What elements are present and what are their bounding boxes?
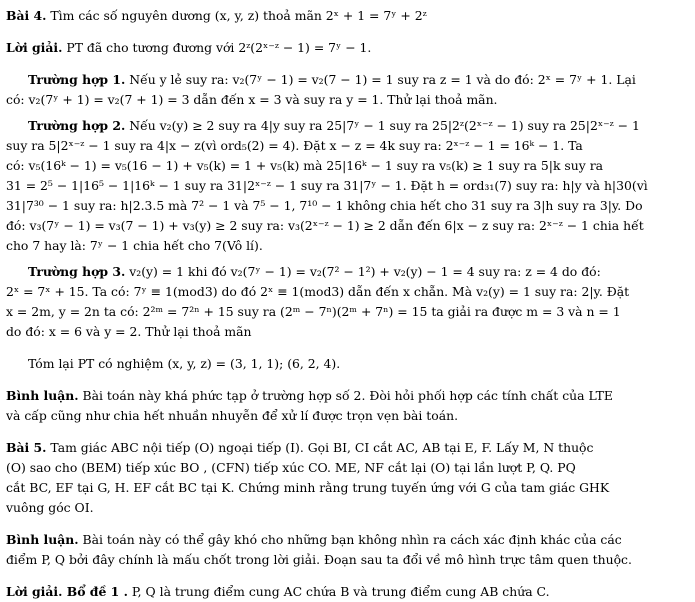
case-2-line-2: suy ra 5|2ˣ⁻ᶻ − 1 suy ra 4|x − z(vì ord₅(2) = 4). Đặt x − z = 4k suy ra: 2ˣ⁻ᶻ − 1 = 16ᵏ − 1. Ta	[6, 138, 583, 153]
case-3-line-2: 2ˣ = 7ˣ + 15. Ta có: 7ʸ ≡ 1(mod3) do đó 2ˣ ≡ 1(mod3) dẫn đến x chẵn. Mà v₂(y) = 1 suy ra: 2|y. Đặt	[6, 284, 630, 299]
problem-5-line-4: vuông góc OI.	[6, 500, 94, 515]
case-1-line-2: có: v₂(7ʸ + 1) = v₂(7 + 1) = 3 dẫn đến x = 3 và suy ra y = 1. Thử lại thoả mãn.	[6, 92, 498, 107]
comment-4-label: Bình luận.	[6, 388, 79, 403]
comment-4-line-2: và cấp cũng như chia hết nhuần nhuyễn để xử lí được trọn vẹn bài toán.	[6, 408, 459, 423]
comment-4-text-1: Bài toán này khá phức tạp ở trường hợp số 2. Đòi hỏi phối hợp các tính chất của LTE	[78, 388, 613, 403]
case-3-line-4: do đó: x = 6 và y = 2. Thử lại thoả mãn	[6, 324, 252, 339]
solution-5-text: P, Q là trung điểm cung AC chứa B và trung điểm cung AB chứa C.	[127, 584, 550, 599]
case-3-line-1	[6, 262, 689, 282]
problem-4-label: Bài 4.	[6, 8, 47, 23]
problem-5-line-3: cắt BC, EF tại G, H. EF cắt BC tại K. Chứng minh rằng trung tuyến ứng với G của tam giác GHK	[6, 480, 610, 495]
comment-5-label: Bình luận.	[6, 532, 79, 547]
case-2-line-6: đó: v₃(7ʸ − 1) = v₃(7 − 1) + v₃(y) ≥ 2 suy ra: v₃(2ˣ⁻ᶻ − 1) ≥ 2 dẫn đến 6|x − z suy ra: 2ˣ⁻ᶻ − 1 chia hết	[6, 218, 644, 233]
case-2-line-7: cho 7 hay là: 7ʸ − 1 chia hết cho 7(Vô lí).	[6, 238, 263, 253]
solution-4	[6, 38, 689, 58]
problem-5-label: Bài 5.	[6, 440, 47, 455]
case-1-line-1	[6, 70, 689, 90]
problem-4	[6, 6, 689, 26]
solution-5-label: Lời giải. Bổ đề 1 .	[6, 584, 128, 599]
comment-5-text-1: Bài toán này có thể gây khó cho những bạn không nhìn ra cách xác định khác của các	[78, 532, 622, 547]
case-2-text-1: Nếu v₂(y) ≥ 2 suy ra 4|y suy ra 25|7ʸ − 1 suy ra 25|2ᶻ(2ˣ⁻ᶻ − 1) suy ra 25|2ˣ⁻ᶻ − 1	[125, 118, 640, 133]
case-2-label: Trường hợp 2.	[28, 118, 126, 133]
case-2-line-4: 31 = 2⁵ − 1|16⁵ − 1|16ᵏ − 1 suy ra 31|2ˣ⁻ᶻ − 1 suy ra 31|7ʸ − 1. Đặt h = ord₃₁(7) suy ra: h|y và h|30(vì	[6, 178, 648, 193]
comment-5-line-1	[6, 530, 689, 550]
problem-5-line-2: (O) sao cho (BEM) tiếp xúc BO , (CFN) tiếp xúc CO. ME, NF cắt lại (O) tại lần lượt P, Q. PQ	[6, 460, 576, 475]
case-1-label: Trường hợp 1.	[28, 72, 126, 87]
case-3-label: Trường hợp 3.	[28, 264, 126, 279]
case-2-line-3: có: v₅(16ᵏ − 1) = v₅(16 − 1) + v₅(k) = 1 + v₅(k) mà 25|16ᵏ − 1 suy ra v₅(k) ≥ 1 suy ra 5|k suy ra	[6, 158, 604, 173]
comment-4-line-1	[6, 386, 689, 406]
solution-5	[6, 582, 689, 602]
comment-5-line-2: điểm P, Q bởi đây chính là mấu chốt trong lời giải. Đoạn sau ta đổi về mô hình trực tâm quen thuộc.	[6, 552, 632, 567]
case-3-line-3: x = 2m, y = 2n ta có: 2²ᵐ = 7²ⁿ + 15 suy ra (2ᵐ − 7ⁿ)(2ᵐ + 7ⁿ) = 15 ta giải ra được m = 3 và n = 1	[6, 304, 621, 319]
solution-4-label: Lời giải.	[6, 40, 63, 55]
solution-4-text: PT đã cho tương đương với 2ᶻ(2ˣ⁻ᶻ − 1) = 7ʸ − 1.	[62, 40, 372, 55]
problem-5-text-1: Tam giác ABC nội tiếp (O) ngoại tiếp (I). Gọi BI, CI cắt AC, AB tại E, F. Lấy M, N thuộc	[46, 440, 594, 455]
problem-5-line-1	[6, 438, 689, 458]
case-3-text-1: v₂(y) = 1 khi đó v₂(7ʸ − 1) = v₂(7² − 1²) + v₂(y) − 1 = 4 suy ra: z = 4 do đó:	[125, 264, 601, 279]
problem-4-text: Tìm các số nguyên dương (x, y, z) thoả mãn 2ˣ + 1 = 7ʸ + 2ᶻ	[46, 8, 427, 23]
case-2-line-1	[6, 116, 689, 136]
summary: Tóm lại PT có nghiệm (x, y, z) = (3, 1, 1); (6, 2, 4).	[28, 356, 341, 371]
case-2-line-5: 31|7³⁰ − 1 suy ra: h|2.3.5 mà 7² − 1 và 7⁵ − 1, 7¹⁰ − 1 không chia hết cho 31 suy ra 3|h suy ra 3|y. Do	[6, 198, 643, 213]
case-1-text-1: Nếu y lẻ suy ra: v₂(7ʸ − 1) = v₂(7 − 1) = 1 suy ra z = 1 và do đó: 2ˣ = 7ʸ + 1. Lại	[125, 72, 636, 87]
